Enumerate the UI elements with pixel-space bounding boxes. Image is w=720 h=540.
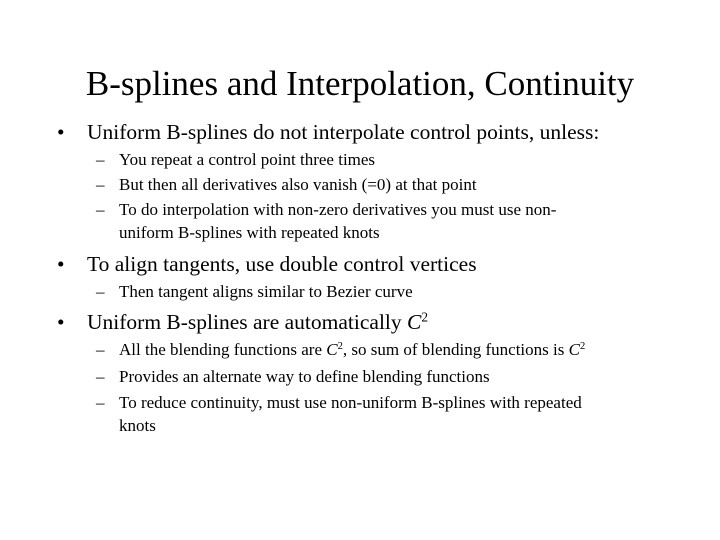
sub-bullet-text: You repeat a control point three times [119, 150, 376, 169]
sub-bullet-marker: – [96, 367, 105, 386]
math-c: C [407, 310, 422, 334]
sub-bullet-text [119, 338, 585, 362]
sub-bullet-text: knots [119, 416, 156, 435]
bullet-text: Uniform B-splines do not interpolate control points, unless: [87, 120, 600, 144]
bullet-text [87, 309, 428, 335]
sub-bullet-text: But then all derivatives also vanish (=0) at that point [119, 175, 477, 194]
sub-bullet-marker: – [96, 175, 105, 194]
math-c: C [568, 340, 580, 359]
sub-bullet-marker: – [96, 200, 105, 219]
bullet-marker: • [57, 120, 65, 144]
math-exponent: 2 [579, 341, 586, 353]
sub-bullet-text: To do interpolation with non-zero derivatives you must use non- [119, 200, 557, 219]
sub-bullet-marker: – [96, 393, 105, 412]
bullet-marker: • [57, 252, 65, 276]
sub-text-part: , so sum of blending functions is [342, 340, 569, 359]
bullet-marker: • [57, 310, 65, 334]
sub-bullet-text: Then tangent aligns similar to Bezier curve [119, 282, 413, 301]
sub-bullet-marker: – [96, 150, 105, 169]
sub-bullet-marker: – [96, 282, 105, 301]
bullet-text-prefix: Uniform B-splines are automatically [87, 310, 408, 334]
sub-bullet-text: To reduce continuity, must use non-uniform B-splines with repeated [119, 393, 582, 412]
math-exponent: 2 [421, 309, 429, 325]
sub-text-part: All the blending functions are [119, 340, 327, 359]
sub-bullet-marker: – [96, 340, 105, 359]
slide-title: B-splines and Interpolation, Continuity [85, 64, 635, 103]
bullet-text: To align tangents, use double control vertices [87, 252, 477, 276]
math-c: C [326, 340, 338, 359]
math-exponent: 2 [337, 341, 343, 353]
sub-bullet-text: Provides an alternate way to define blending functions [119, 367, 490, 386]
sub-bullet-text: uniform B-splines with repeated knots [119, 223, 380, 242]
